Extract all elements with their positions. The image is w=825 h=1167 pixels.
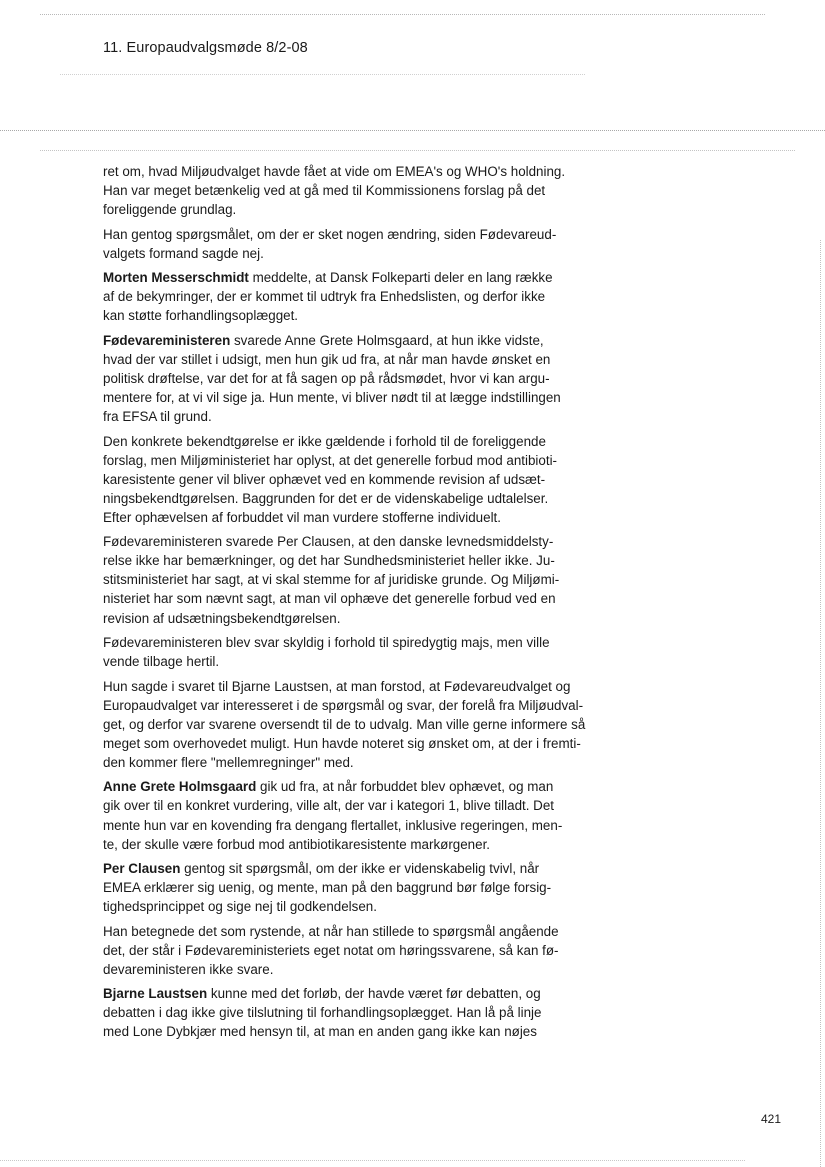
line-text: karesistente gener vil bliver ophævet ved en kommende revision af udsæt- [103,471,546,487]
text-line [103,633,581,652]
scan-artifact-line [0,130,825,131]
text-line [103,369,581,388]
line-text: kan støtte forhandlingsoplægget. [103,308,299,324]
line-text: foreliggende grundlag. [103,202,237,218]
scan-artifact-line [40,14,765,15]
line-text: Hun sagde i svaret til Bjarne Laustsen, at man forstod, at Fødevareudvalget og [103,678,571,694]
text-line [103,677,581,696]
paragraph [103,268,581,325]
line-text: fra EFSA til grund. [103,409,212,425]
line-text: te, der skulle være forbud mod antibiotikaresistente markørgener. [103,836,491,852]
text-line [103,960,581,979]
paragraph [103,859,581,916]
text-line [103,777,581,796]
text-line [103,570,581,589]
text-line [103,941,581,960]
line-text: gik ud fra, at når forbuddet blev ophævet, og man [256,779,554,795]
text-line [103,922,581,941]
paragraph [103,532,581,627]
text-line [103,407,581,426]
paragraph [103,984,581,1041]
text-line [103,331,581,350]
line-text: politisk drøftelse, var det for at få sagen op på rådsmødet, hvor vi kan argu- [103,370,550,386]
paragraph [103,432,581,527]
text-line [103,268,581,287]
text-line [103,1022,581,1041]
line-text: valgets formand sagde nej. [103,245,264,261]
line-text: meddelte, at Dansk Folkeparti deler en lang række [248,270,553,286]
line-text: forslag, men Miljøministeriet har oplyst, at det generelle forbud mod antibioti- [103,452,558,468]
text-line [103,432,581,451]
line-text: tighedsprincippet og sige nej til godkendelsen. [103,899,377,915]
scan-artifact-line [40,150,795,151]
paragraph [103,777,581,853]
document-body [103,162,586,1047]
paragraph [103,331,581,426]
text-line [103,350,581,369]
text-line [103,508,581,527]
text-line [103,489,581,508]
scan-artifact-line [60,74,585,75]
page-number: 421 [761,1112,782,1126]
line-text: mente hun var en kovending fra dengang flertallet, inklusive regeringen, men- [103,817,563,833]
line-text: Europaudvalget var interesseret i de spørgsmål og svar, der forelå fra Miljøudval- [103,697,584,713]
line-text: Den konkrete bekendtgørelse er ikke gældende i forhold til de foreliggende [103,433,546,449]
speaker-name: Anne Grete Holmsgaard [103,779,257,795]
speaker-name: Bjarne Laustsen [103,986,208,1002]
text-line [103,306,581,325]
line-text: get, og derfor var svarene oversendt til de to udvalg. Man ville gerne informere så [103,716,586,732]
line-text: nisteriet har som nævnt sagt, at man vil ophæve det generelle forbud ved en [103,591,556,607]
text-line [103,816,581,835]
line-text: meget som overhovedet muligt. Hun havde noteret sig ønsket om, at der i fremti- [103,735,581,751]
scan-artifact-line [0,1160,745,1161]
text-line [103,244,581,263]
paragraph [103,677,586,772]
text-line [103,388,581,407]
line-text: Fødevareministeren blev svar skyldig i forhold til spiredygtig majs, men ville [103,635,550,651]
line-text: gik over til en konkret vurdering, ville alt, der var i kategori 1, blive tilladt. Det [103,798,555,814]
line-text: Han var meget betænkelig ved at gå med til Kommissionens forslag på det [103,183,546,199]
line-text: Fødevareministeren svarede Per Clausen, at den danske levnedsmiddelsty- [103,534,554,550]
speaker-name: Per Clausen [103,861,181,877]
line-text: Han gentog spørgsmålet, om der er sket nogen ændring, siden Fødevareud- [103,226,557,242]
text-line [103,652,581,671]
line-text: det, der står i Fødevareministeriets eget notat om høringssvarene, så kan fø- [103,942,559,958]
line-text: devareministeren ikke svare. [103,961,274,977]
text-line [103,470,581,489]
text-line [103,796,581,815]
line-text: ret om, hvad Miljøudvalget havde fået at vide om EMEA's og WHO's holdning. [103,164,566,179]
text-line [103,1003,581,1022]
line-text: af de bekymringer, der er kommet til udtryk fra Enhedslisten, og derfor ikke [103,289,546,305]
line-text: EMEA erklærer sig uenig, og mente, man på den baggrund bør følge forsig- [103,880,552,896]
text-line [103,609,581,628]
text-line [103,225,581,244]
text-line [103,589,581,608]
line-text: den kommer flere "mellemregninger" med. [103,754,354,770]
line-text: Han betegnede det som rystende, at når han stillede to spørgsmål angående [103,923,559,939]
text-line [103,200,581,219]
line-text: svarede Anne Grete Holmsgaard, at hun ikke vidste, [230,332,544,348]
line-text: hvad der var stillet i udsigt, men hun gik ud fra, at når man havde ønsket en [103,351,551,367]
line-text: Efter ophævelsen af forbuddet vil man vurdere stofferne individuelt. [103,509,501,525]
text-line [103,859,581,878]
text-line [103,878,581,897]
speaker-name: Fødevareministeren [103,332,231,348]
scan-artifact-edge [820,240,821,1167]
line-text: kunne med det forløb, der havde været før debatten, og [207,986,541,1002]
text-line [103,897,581,916]
text-line [103,835,581,854]
text-line [103,181,581,200]
line-text: gentog sit spørgsmål, om der ikke er videnskabelig tvivl, når [180,861,540,877]
text-line [103,715,586,734]
line-text: vende tilbage hertil. [103,654,220,670]
line-text: revision af udsætningsbekendtgørelsen. [103,610,341,626]
paragraph [103,162,581,219]
speaker-name: Morten Messerschmidt [103,270,249,286]
line-text: ningsbekendtgørelsen. Baggrunden for det er de videnskabelige udtalelser. [103,490,549,506]
text-line [103,696,584,715]
paragraph [103,922,581,979]
line-text: mentere for, at vi vil sige ja. Hun mente, vi bliver nødt til at lægge indstillingen [103,390,561,406]
line-text: debatten i dag ikke give tilslutning til forhandlingsoplægget. Han lå på linje [103,1005,542,1021]
text-line [103,984,581,1003]
paragraph [103,225,581,263]
text-line [103,734,581,753]
text-line [103,753,581,772]
text-line [103,551,581,570]
text-line [103,532,581,551]
page-header: 11. Europaudvalgsmøde 8/2-08 [103,40,308,56]
line-text: med Lone Dybkjær med hensyn til, at man en anden gang ikke kan nøjes [103,1024,537,1040]
line-text: stitsministeriet har sagt, at vi skal stemme for af juridiske grunde. Og Miljømi- [103,572,560,588]
line-text: relse ikke har bemærkninger, og det har Sundhedsministeriet heller ikke. Ju- [103,553,555,569]
paragraph [103,633,581,671]
text-line [103,162,581,181]
text-line [103,287,581,306]
text-line [103,451,581,470]
